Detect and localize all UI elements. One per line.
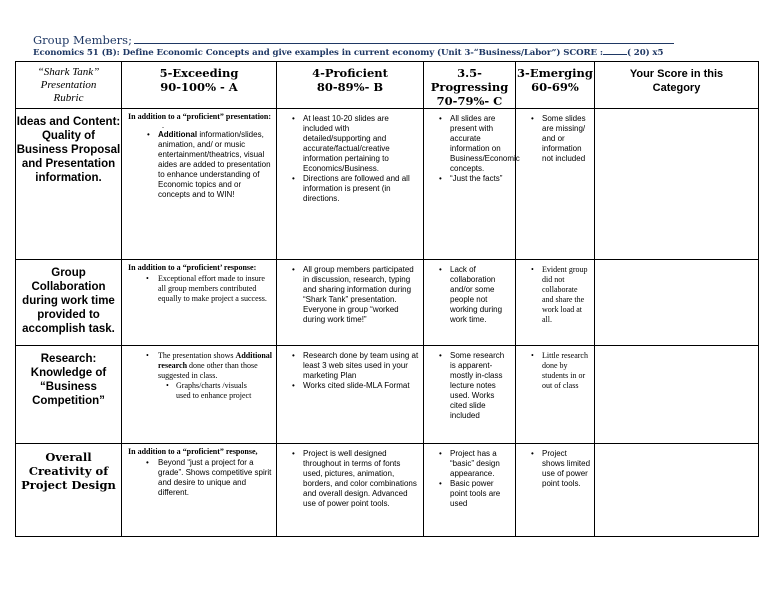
bullet-list (277, 444, 423, 509)
category-label: Overall Creativity of Project Design (21, 450, 116, 492)
group-members-line (33, 33, 674, 47)
bullet-list (277, 260, 423, 325)
list-item: • Project is well designed throughout in terms of fonts used, pictures, animation, borders, and color combinations and overall design. Advanced use of power point tools. (303, 449, 419, 509)
header-row (16, 62, 759, 109)
rubric-row-ideas (16, 109, 759, 260)
list-item: • All slides are present with accurate information on Business/Economic concepts. (450, 114, 511, 174)
rubric-title-line: Rubric (53, 92, 84, 104)
rubric-title-cell (16, 62, 122, 109)
cell-progressing (424, 260, 516, 346)
rubric-row-research (16, 346, 759, 444)
list-item (158, 351, 272, 381)
col-level: 3.5-Progressing (430, 66, 509, 94)
col-range: 70-79%- C (436, 94, 503, 108)
cell-progressing (424, 346, 516, 444)
course-line-prefix: Economics 51 (B): Define Economic Concepts and give examples in current economy (Unit 3-“Business/Labor”) SCORE : (33, 48, 603, 58)
col-progressing (424, 62, 516, 109)
list-item: • Graphs/charts /visuals used to enhance project (176, 381, 272, 401)
cell-exceeding (122, 260, 277, 346)
cell-proficient (277, 109, 424, 260)
bullet-list (516, 444, 594, 489)
col-emerging (516, 62, 595, 109)
rubric-title-line: Presentation (40, 79, 97, 91)
col-proficient (277, 62, 424, 109)
list-item: • Beyond “just a project for a grade”. Shows competitive spirit and desire to unique and different. (158, 458, 272, 498)
list-item: • All group members participated in discussion, research, typing and sharing information during “Shark Tank” presentation. Everyone in group “worked during work time!” (303, 265, 419, 325)
bullet-list (122, 457, 276, 498)
strong-text: Additional research (158, 351, 273, 370)
bullet-list (424, 109, 520, 184)
category-label: Ideas and Content: Quality of Business Proposal and Presentation information. (16, 116, 121, 184)
lead-text: In addition to a “proficient” response, (128, 447, 258, 456)
group-members-blank[interactable] (134, 34, 674, 44)
cell-proficient (277, 260, 424, 346)
bullet-list (122, 273, 276, 304)
list-item: • Project has a “basic” design appearance. (450, 449, 511, 479)
category-cell (16, 444, 122, 537)
bullet-list (516, 109, 594, 164)
list-item: • Exceptional effort made to insure all group members contributed equally to make project a success. (158, 274, 272, 304)
col-range: 80-89%- B (316, 80, 384, 94)
col-range: 60-69% (531, 80, 579, 94)
cell-emerging (516, 346, 595, 444)
col-level: 4-Proficient (312, 66, 388, 80)
bullet-text: information/slides, animation, and/ or music entertainment/theatrics, visual aides are added to presentation to enhance understanding of Economic topics and or concepts and to WIN! (158, 130, 271, 199)
bullet-list (516, 260, 594, 325)
cell-progressing (424, 444, 516, 537)
cell-exceeding (122, 109, 277, 260)
cell-proficient (277, 444, 424, 537)
lead-text: In addition to a “proficient’ response: (128, 263, 257, 272)
list-item: • Little research done by students in or out of class (542, 351, 590, 391)
cell-emerging (516, 444, 595, 537)
list-item: • Directions are followed and all information is present (in directions. (303, 174, 419, 204)
course-line-suffix: ( 20) x5 (626, 48, 664, 58)
list-item: • Some research is apparent-mostly in-class lecture notes used. Works cited slide included (450, 351, 511, 421)
cell-proficient (277, 346, 424, 444)
group-members-label: Group Members; (33, 33, 132, 47)
strong-text: Additional (158, 130, 198, 139)
list-item: • Evident group did not collaborate and share the work load at all. (542, 265, 590, 325)
category-cell (16, 346, 122, 444)
list-item: • Research done by team using at least 3 web sites used in your marketing Plan (303, 351, 419, 381)
score-cell[interactable] (595, 109, 759, 260)
cell-exceeding (122, 444, 277, 537)
bullet-list (122, 130, 276, 200)
list-item (158, 130, 272, 200)
bullet-list (424, 260, 515, 325)
cell-emerging (516, 260, 595, 346)
score-cell[interactable] (595, 346, 759, 444)
course-subtitle (33, 48, 663, 58)
list-item: • Some slides are missing/ and or information not included (542, 114, 590, 164)
col-level: 5-Exceeding (159, 66, 239, 80)
score-blank[interactable] (603, 48, 627, 55)
col-score-label: Your Score in this Category (629, 68, 724, 94)
list-item: • Lack of collaboration and/or some people not working during work time. (450, 265, 511, 325)
sub-bullet-list (122, 381, 276, 401)
bullet-list (516, 346, 594, 391)
score-cell[interactable] (595, 444, 759, 537)
rubric-table (15, 61, 759, 537)
bullet-list (277, 346, 423, 391)
category-label: Group Collaboration during work time provided to accomplish task. (22, 267, 115, 335)
bullet-list (277, 109, 423, 204)
cell-emerging (516, 109, 595, 260)
score-cell[interactable] (595, 260, 759, 346)
rubric-row-creativity (16, 444, 759, 537)
category-cell (16, 260, 122, 346)
list-item: • “Just the facts” (450, 174, 511, 184)
bullet-text: The presentation shows (158, 351, 236, 360)
bullet-list (122, 346, 276, 381)
cell-exceeding (122, 346, 277, 444)
category-label: Research: Knowledge of “Business Competition” (30, 353, 107, 407)
category-cell (16, 109, 122, 260)
lead-text: In addition to a “proficient” presentation: (128, 112, 272, 121)
col-exceeding (122, 62, 277, 109)
rubric-title-line: “Shark Tank” (37, 66, 100, 78)
list-item: • At least 10-20 slides are included with detailed/supporting and accurate/factual/creative information pertaining to Economics/Business. (303, 114, 419, 174)
col-your-score (595, 62, 759, 109)
list-item: • Basic power point tools are used (450, 479, 511, 509)
col-level: 3-Emerging (517, 66, 593, 80)
bullet-list (424, 444, 515, 509)
list-item: • Project shows limited use of power point tools. (542, 449, 590, 489)
list-item: • Works cited slide-MLA Format (303, 381, 419, 391)
rubric-row-collaboration (16, 260, 759, 346)
lead-dot: . (162, 121, 164, 130)
bullet-text: done other than those suggested in class. (158, 361, 258, 380)
cell-progressing (424, 109, 520, 260)
bullet-list (424, 346, 515, 421)
col-range: 90-100% - A (160, 80, 238, 94)
